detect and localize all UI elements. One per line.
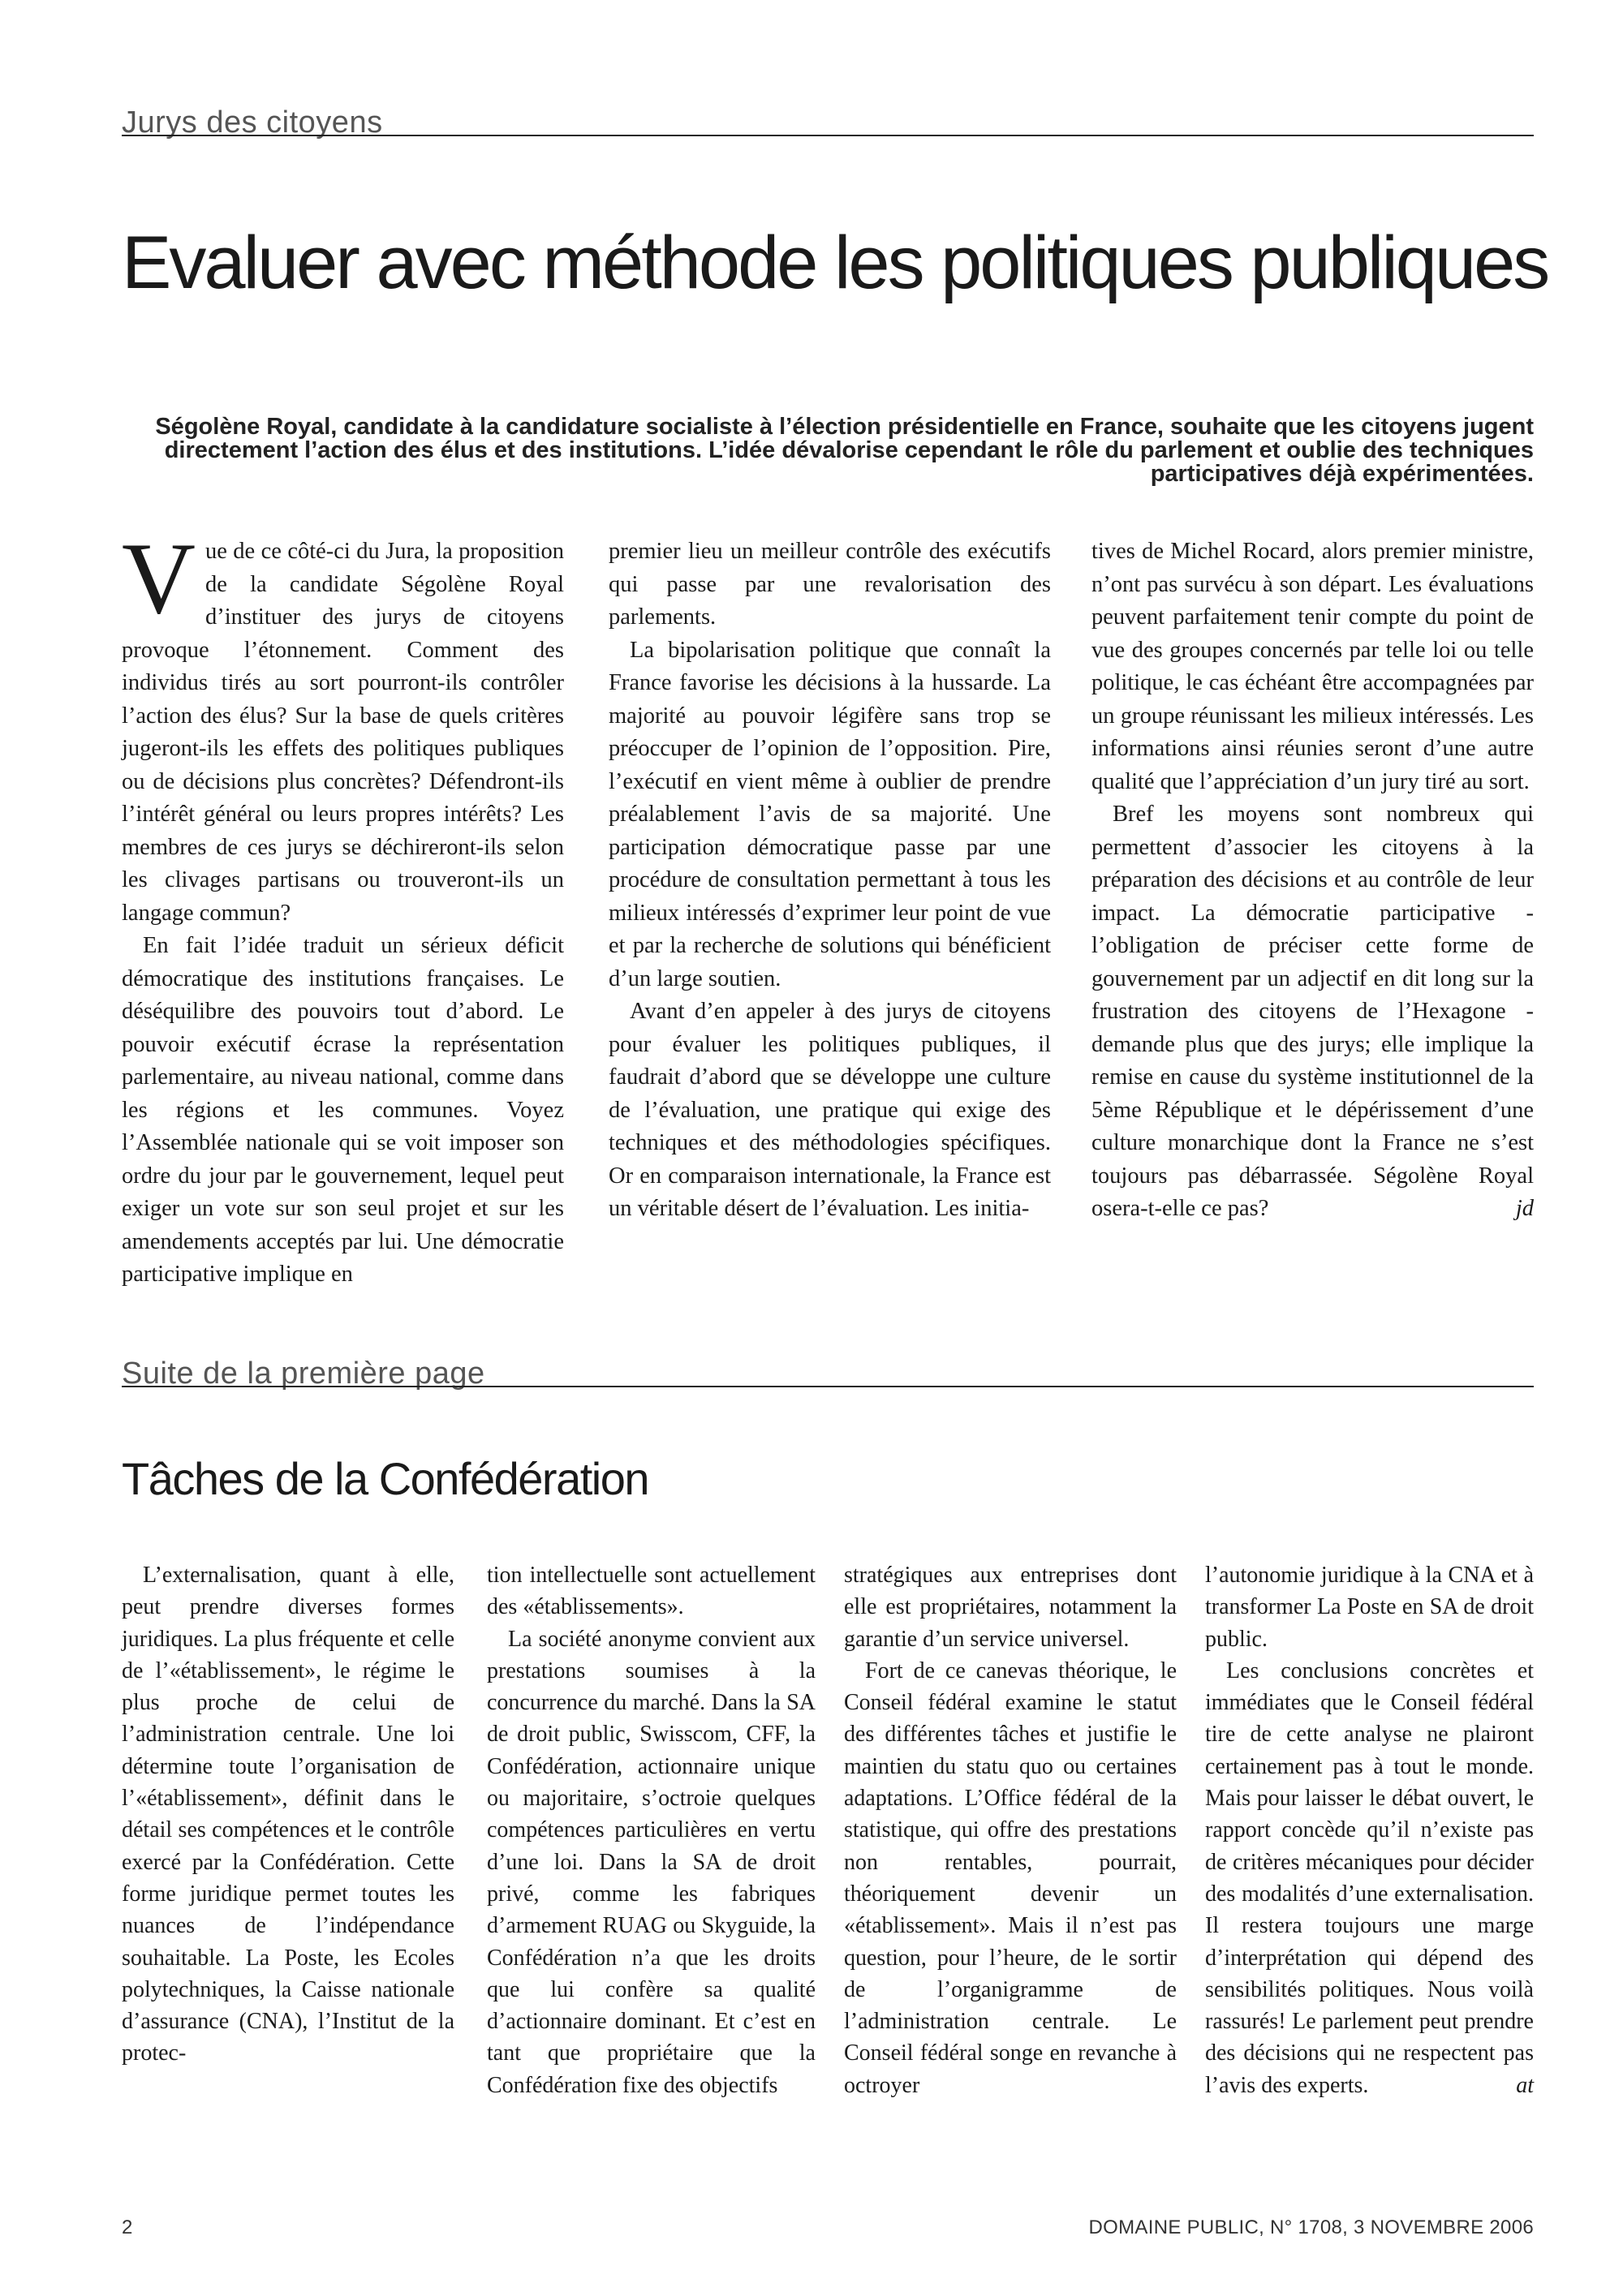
article-column-3 [844, 1559, 1177, 2101]
paragraph: La société anonyme convient aux prestations soumises à la concurrence du marché. Dans la SA de droit public, Swisscom, CFF, la Confédération, actionnaire unique ou majoritaire, s’octroie quelques compétences particulières en vertu d’une loi. Dans la SA de droit privé, comme les fabriques d’armement RUAG ou Skyguide, la Confédération n’a que les droits que lui confère sa qualité d’actionnaire dominant. Et c’est en tant que propriétaire que la Confédération fixe des objectifs [487, 1626, 816, 2098]
section-rubric: Suite de la première page [122, 1357, 485, 1391]
paragraph: L’externalisation, quant à elle, peut prendre diverses formes juridiques. La plus fréquente et celle de l’«établissement», le régime le plus proche de celui de l’administration centrale. Une loi détermine toute l’organisation de l’«établissement», définit dans le détail ses compétences et le contrôle exercé par la Confédération. Cette forme juridique permet toutes les nuances de l’indépendance souhaitable. La Poste, les Ecoles polytechniques, la Caisse nationale d’assurance (CNA), l’Institut de la protec- [122, 1563, 454, 2066]
publication-info: DOMAINE PUBLIC, N° 1708, 3 NOVEMBRE 2006 [1088, 2216, 1534, 2238]
article-headline: Tâches de la Confédération [122, 1453, 648, 1504]
paragraph: tives de Michel Rocard, alors premier ministre, n’ont pas survécu à son départ. Les évaluations peuvent parfaitement tenir compte du point de vue des groupes concernés par telle loi ou telle politique, le cas échéant être accompagnées par un groupe réunissant les milieux intéressés. Les informations ainsi réunies seront d’une autre qualité que l’appréciation d’un jury tiré au sort. [1091, 539, 1534, 794]
paragraph: stratégiques aux entreprises dont elle est propriétaires, notamment la garantie d’un service universel. [844, 1563, 1177, 1652]
paragraph: tion intellectuelle sont actuellement des «établissements». [487, 1563, 816, 1620]
paragraph: La bipolarisation politique que connaît la France favorise les décisions à la hussarde. La majorité au pouvoir légifère sans trop se préoccuper de l’opinion de l’opposition. Pire, l’exécutif en vient même à oublier de prendre préalablement l’avis de sa majorité. Une participation démocratique passe par une procédure de consultation permettant à tous les milieux intéressés d’exprimer leur point de vue et par la recherche de solutions qui bénéficient d’un large soutien. [609, 637, 1051, 991]
page-number: 2 [122, 2216, 133, 2238]
article-column-2 [487, 1559, 816, 2101]
paragraph: l’autonomie juridique à la CNA et à transformer La Poste en SA de droit public. [1205, 1563, 1534, 1652]
article-column-3 [1091, 535, 1534, 1226]
paragraph: Fort de ce canevas théorique, le Conseil fédéral examine le statut des différentes tâches et justifie le maintien du statu quo ou certaines adaptations. L’Office fédéral de la statistique, qui offre des prestations non rentables, pourrait, théoriquement devenir un «établissement». Mais il n’est pas question, pour l’heure, de le sortir de l’organigramme de l’administration centrale. Le Conseil fédéral songe en revanche à octroyer [844, 1658, 1177, 2098]
paragraph: Vue de ce côté-ci du Jura, la proposition de la candidate Ségolène Royal d’instituer des jurys de citoyens provoque l’étonnement. Comment des individus tirés au sort pourront-ils contrôler l’action des élus? Sur la base de quels critères jugeront-ils les effets des politiques publiques ou de décisions plus concrètes? Défendront-ils l’intérêt général ou leurs propres intérêts? Les membres de ces jurys se déchireront-ils selon les clivages partisans ou trouveront-ils un langage commun? [122, 522, 564, 926]
article-column-4 [1205, 1559, 1534, 2101]
article-lead: Ségolène Royal, candidate à la candidature socialiste à l’élection présidentielle en France, souhaite que les citoyens jugent directement l’action des élus et des institutions. L’idée dévalorise cependant le rôle du parlement et oublie des techniques participatives déjà expérimentées. [155, 414, 1534, 487]
article-column-1 [122, 522, 564, 1292]
article-column-1 [122, 1559, 454, 2070]
paragraph: En fait l’idée traduit un sérieux déficit démocratique des institutions françaises. Le déséquilibre des pouvoirs tout d’abord. Le pouvoir exécutif écrase la représentation parlementaire, au niveau national, comme dans les régions et les communes. Voyez l’Assemblée nationale qui se voit imposer son ordre du jour par le gouvernement, lequel peut exiger un vote sur son seul projet et sur les amendements acceptés par lui. Une démocratie participative implique en [122, 933, 564, 1287]
article-headline: Evaluer avec méthode les politiques publiques [122, 221, 1548, 304]
article-column-2 [609, 535, 1051, 1226]
section-rubric: Jurys des citoyens [122, 105, 383, 140]
paragraph: Bref les moyens sont nombreux qui permettent d’associer les citoyens à la préparation des décisions et au contrôle de leur impact. La démocratie participative - l’obligation de préciser cette forme de gouvernement par un adjectif en dit long sur la frustration des citoyens de l’Hexagone - demande plus que des jurys; elle implique la remise en cause du système institutionnel de la 5ème République et le dépérissement d’une culture monarchique dont la France ne s’est toujours pas débarrassée. Ségolène Royal osera-t-elle ce pas? jd [1091, 798, 1534, 1226]
paragraph: Les conclusions concrètes et immédiates que le Conseil fédéral tire de cette analyse ne plairont certainement pas à tout le monde. Mais pour laisser le débat ouvert, le rapport concède qu’il n’existe pas de critères mécaniques pour décider des modalités d’une externalisation. Il restera toujours une marge d’interprétation qui dépend des sensibilités politiques. Nous voilà rassurés! Le parlement peut prendre des décisions qui ne respectent pas l’avis des experts. at [1205, 1655, 1534, 2101]
author-signature: jd [1515, 1196, 1534, 1221]
paragraph: Avant d’en appeler à des jurys de citoyens pour évaluer les politiques publiques, il faudrait d’abord que se développe une culture de l’évaluation, une pratique qui exige des techniques et des méthodologies spécifiques. Or en comparaison internationale, la France est un véritable désert de l’évaluation. Les initia- [609, 999, 1051, 1221]
section-rule [122, 135, 1534, 136]
author-signature: at [1516, 2072, 1534, 2098]
paragraph: premier lieu un meilleur contrôle des exécutifs qui passe par une revalorisation des parlements. [609, 539, 1051, 630]
drop-cap: V [122, 522, 196, 635]
section-rule [122, 1386, 1534, 1387]
